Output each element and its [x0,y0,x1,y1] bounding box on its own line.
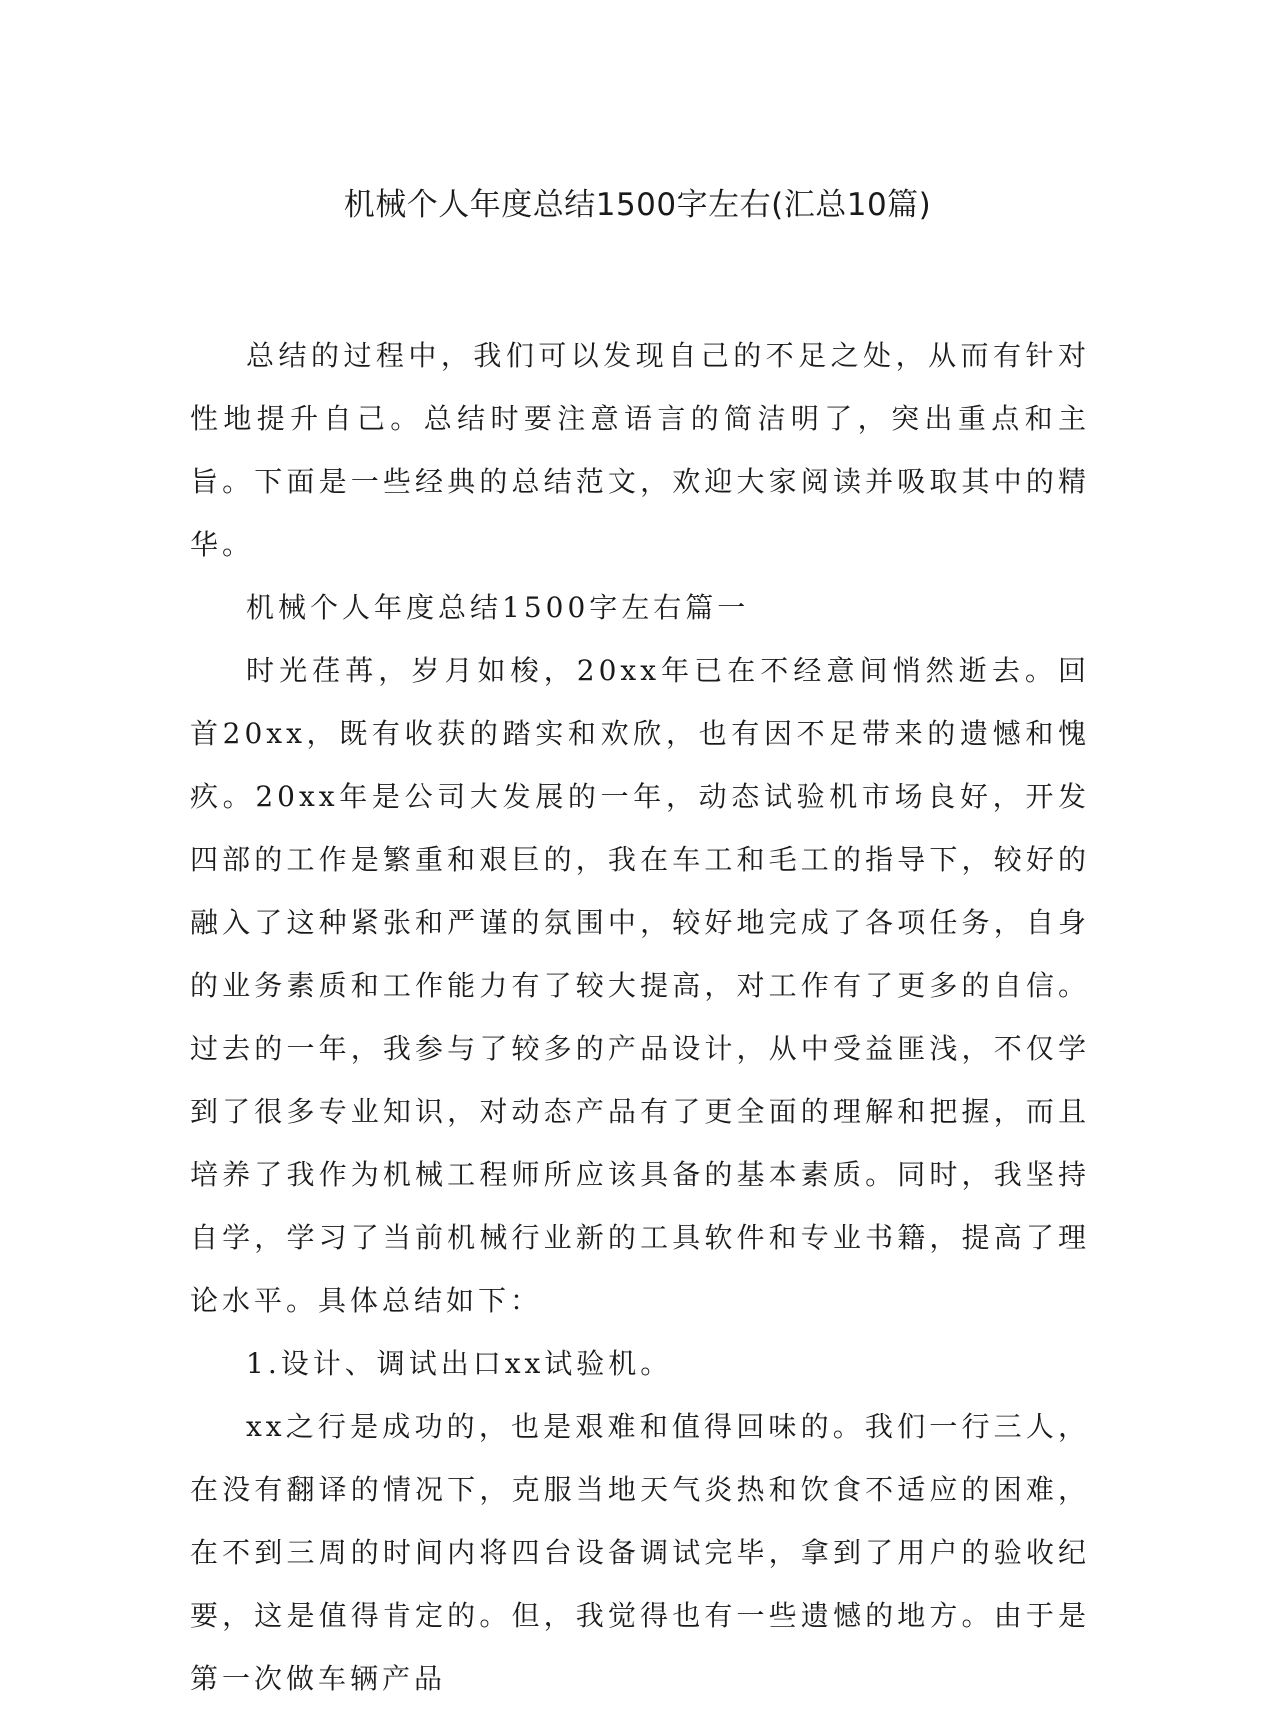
intro-paragraph: 总结的过程中，我们可以发现自己的不足之处，从而有针对性地提升自己。总结时要注意语言的简洁明了，突出重点和主旨。下面是一些经典的总结范文，欢迎大家阅读并吸取其中的精华。 [190,339,1090,561]
list-item-heading: 1.设计、调试出口xx试验机。 [246,1347,673,1380]
document-title: 机械个人年度总结1500字左右(汇总10篇) [343,187,932,223]
section-heading: 机械个人年度总结1500字左右篇一 [246,591,750,624]
document-body [190,324,1090,1710]
body-paragraph: xx之行是成功的，也是艰难和值得回味的。我们一行三人，在没有翻译的情况下，克服当地天气炎热和饮食不适应的困难，在不到三周的时间内将四台设备调试完毕，拿到了用户的验收纪要，这是值得肯定的。但，我觉得也有一些遗憾的地方。由于是第一次做车辆产品 [190,1410,1090,1695]
body-paragraph: 时光荏苒，岁月如梭，20xx年已在不经意间悄然逝去。回首20xx，既有收获的踏实和欢欣，也有因不足带来的遗憾和愧疚。20xx年是公司大发展的一年，动态试验机市场良好，开发四部的工作是繁重和艰巨的，我在车工和毛工的指导下，较好的融入了这种紧张和严谨的氛围中，较好地完成了各项任务，自身的业务素质和工作能力有了较大提高，对工作有了更多的自信。过去的一年，我参与了较多的产品设计，从中受益匪浅，不仅学到了很多专业知识，对动态产品有了更全面的理解和把握，而且培养了我作为机械工程师所应该具备的基本素质。同时，我坚持自学，学习了当前机械行业新的工具软件和专业书籍，提高了理论水平。具体总结如下： [190,654,1090,1317]
